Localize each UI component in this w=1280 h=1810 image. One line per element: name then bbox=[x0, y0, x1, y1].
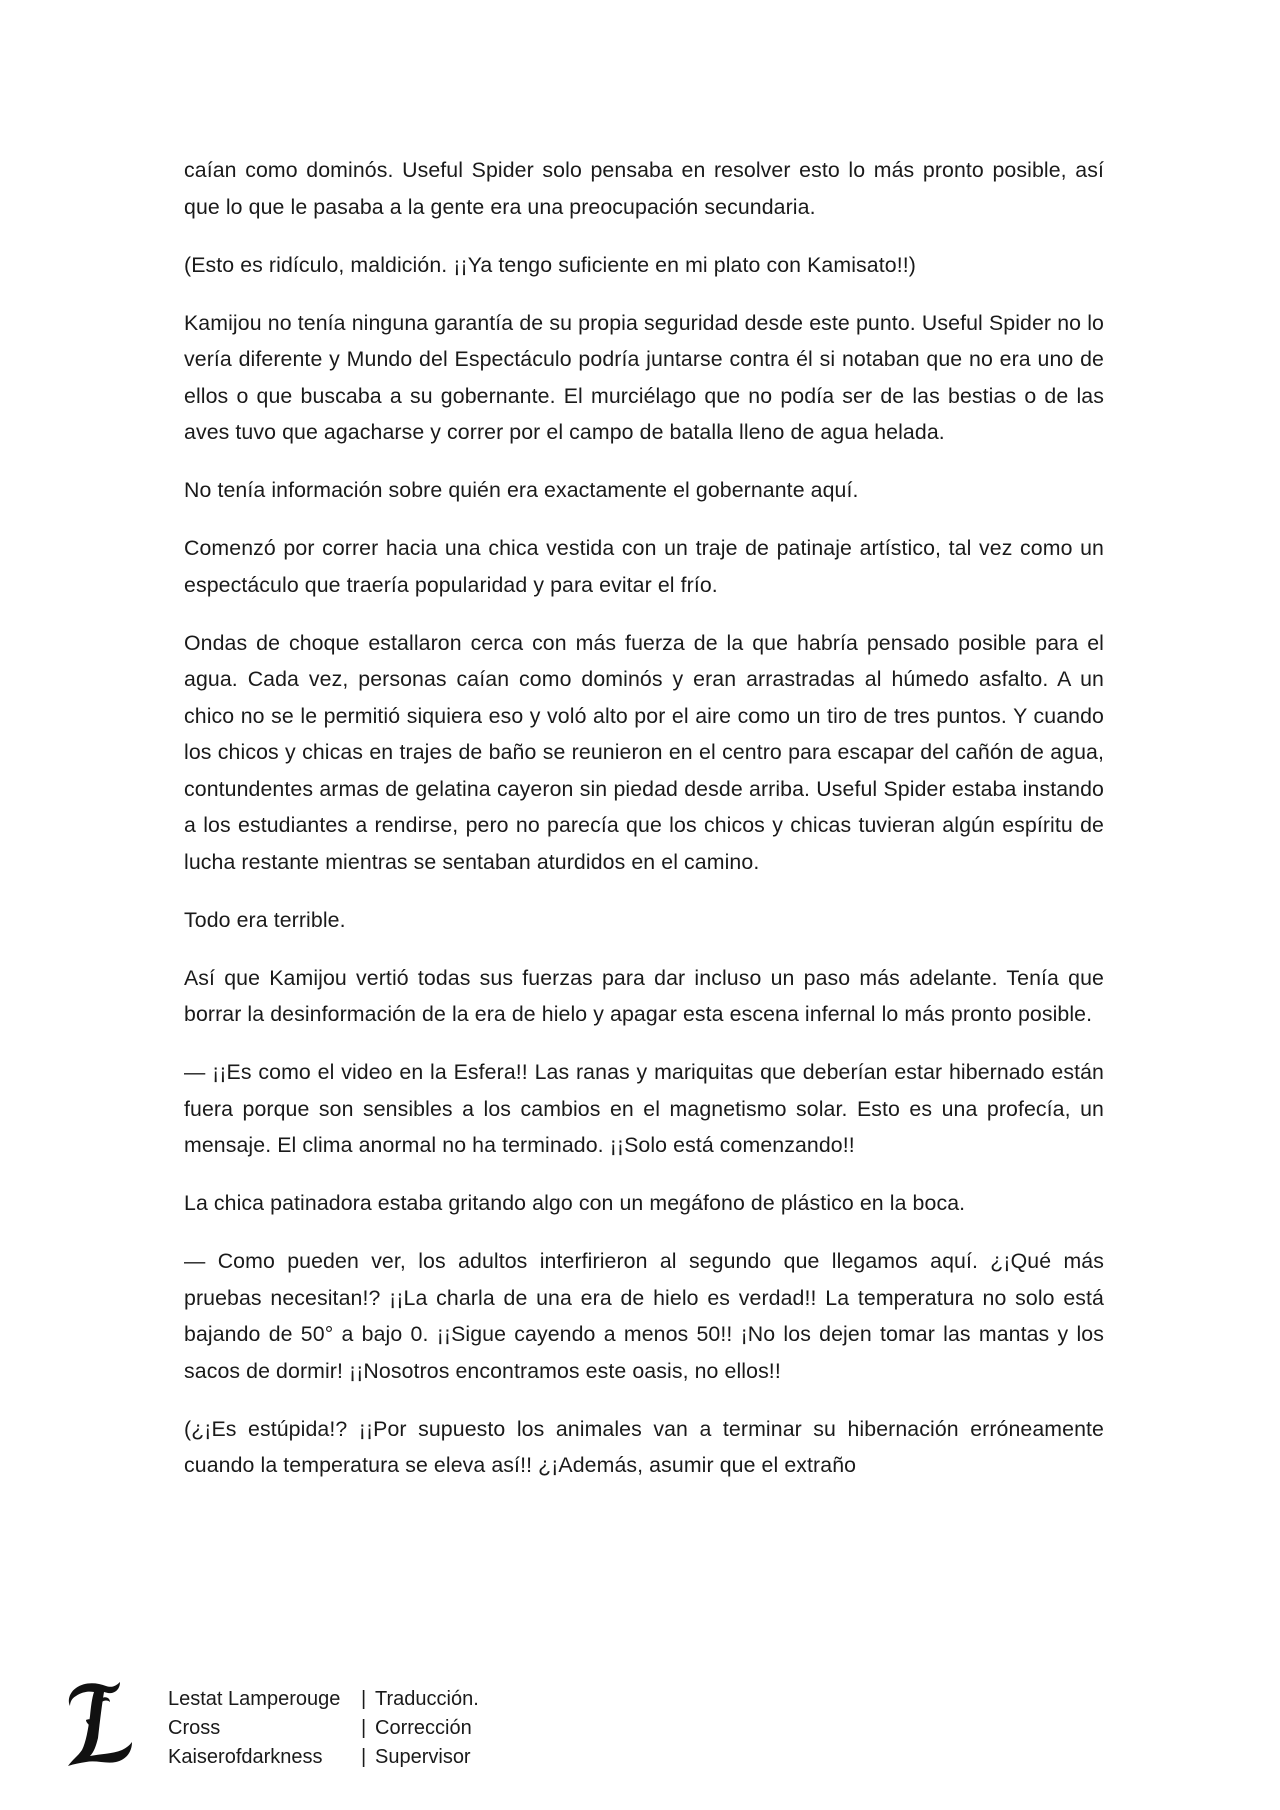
credit-name: Cross bbox=[168, 1717, 221, 1739]
credit-separator: | bbox=[361, 1746, 367, 1768]
credit-role: Supervisor bbox=[375, 1746, 471, 1768]
paragraph: Ondas de choque estallaron cerca con más fuerza de la que habría pensado posible para el agua. Cada vez, personas caían como dominós y eran arrastradas al húmedo asfalto. A un chico no se le permitió siquiera eso y voló alto por el aire como un tiro de tres puntos. Y cuando los chicos y chicas en trajes de baño se reunieron en el centro para escapar del cañón de agua, contundentes armas de gelatina cayeron sin piedad desde arriba. Useful Spider estaba instando a los estudiantes a rendirse, pero no parecía que los chicos y chicas tuvieran algún espíritu de lucha restante mientras se sentaban aturdidos en el camino. bbox=[184, 630, 1104, 874]
credit-name: Lestat Lamperouge bbox=[168, 1688, 341, 1710]
credit-separator: | bbox=[361, 1717, 367, 1739]
credit-row bbox=[168, 1714, 479, 1743]
paragraph: Así que Kamijou vertió todas sus fuerzas para dar incluso un paso más adelante. Tenía que borrar la desinformación de la era de hielo y apagar esta escena infernal lo más pronto posible. bbox=[184, 965, 1104, 1026]
credit-name: Kaiserofdarkness bbox=[168, 1746, 323, 1768]
footer bbox=[66, 1680, 566, 1780]
credits bbox=[168, 1685, 479, 1772]
paragraph: Todo era terrible. bbox=[184, 907, 346, 932]
paragraph: Kamijou no tenía ninguna garantía de su propia seguridad desde este punto. Useful Spider no lo vería diferente y Mundo del Espectáculo podría juntarse contra él si notaban que no era uno de ellos o que buscaba a su gobernante. El murciélago que no podía ser de las bestias o de las aves tuvo que agacharse y correr por el campo de batalla lleno de agua helada. bbox=[184, 310, 1104, 444]
credit-role: Corrección bbox=[375, 1717, 472, 1739]
paragraph: (¿¡Es estúpida!? ¡¡Por supuesto los animales van a terminar su hibernación erróneamente cuando la temperatura se eleva así!! ¿¡Además, asumir que el extraño bbox=[184, 1416, 1104, 1477]
paragraph: (Esto es ridículo, maldición. ¡¡Ya tengo suficiente en mi plato con Kamisato!!) bbox=[184, 252, 916, 277]
paragraph: — ¡¡Es como el video en la Esfera!! Las ranas y mariquitas que deberían estar hibernado están fuera porque son sensibles a los cambios en el magnetismo solar. Esto es una profecía, un mensaje. El clima anormal no ha terminado. ¡¡Solo está comenzando!! bbox=[184, 1060, 1104, 1157]
credit-role: Traducción. bbox=[375, 1688, 479, 1710]
credit-row bbox=[168, 1685, 479, 1714]
body-text bbox=[184, 152, 1104, 1505]
credit-row bbox=[168, 1743, 479, 1772]
paragraph: La chica patinadora estaba gritando algo con un megáfono de plástico en la boca. bbox=[184, 1191, 966, 1215]
paragraph: Comenzó por correr hacia una chica vestida con un traje de patinaje artístico, tal vez como un espectáculo que traería popularidad y para evitar el frío. bbox=[184, 536, 1104, 597]
paragraph: — Como pueden ver, los adultos interfirieron al segundo que llegamos aquí. ¿¡Qué más pruebas necesitan!? ¡¡La charla de una era de hielo es verdad!! La temperatura no solo está bajando de 50° a bajo 0. ¡¡Sigue cayendo a menos 50!! ¡No los dejen tomar las mantas y los sacos de dormir! ¡¡Nosotros encontramos este oasis, no ellos!! bbox=[184, 1249, 1104, 1383]
paragraph: No tenía información sobre quién era exactamente el gobernante aquí. bbox=[184, 478, 859, 502]
paragraph: caían como dominós. Useful Spider solo pensaba en resolver esto lo más pronto posible, así que lo que le pasaba a la gente era una preocupación secundaria. bbox=[184, 158, 1104, 219]
gothic-letter-l-logo-icon bbox=[66, 1680, 134, 1766]
credit-separator: | bbox=[361, 1688, 367, 1710]
